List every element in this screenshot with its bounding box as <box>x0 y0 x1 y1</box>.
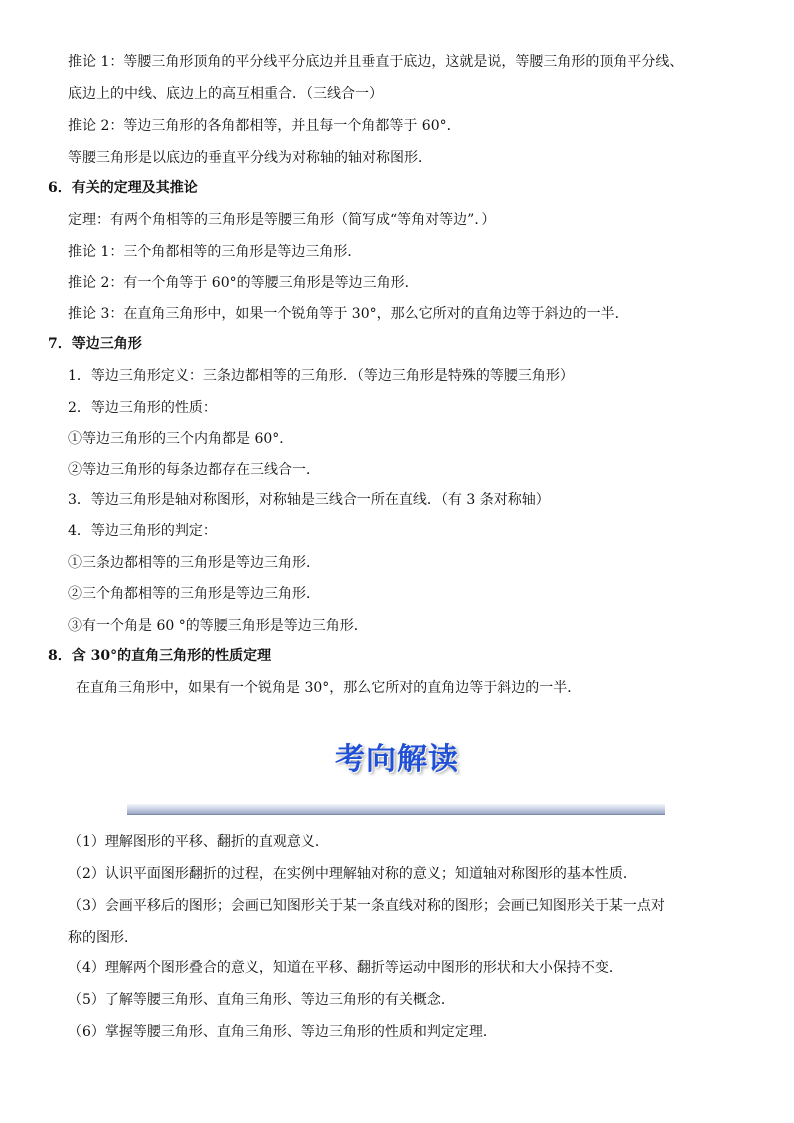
isosceles-symmetry-statement: 等腰三角形是以底边的垂直平分线为对称轴的轴对称图形． <box>68 150 432 166</box>
section-6-heading: 6．有关的定理及其推论 <box>48 180 198 196</box>
equilateral-criterion-3: ③有一个角是 60 °的等腰三角形是等边三角形． <box>68 618 368 634</box>
objective-6: （6）掌握等腰三角形、直角三角形、等边三角形的性质和判定定理． <box>68 1024 497 1040</box>
corollary-1-line-2: 底边上的中线、底边上的高互相重合．（三线合一） <box>68 86 383 102</box>
objective-3-line-1: （3）会画平移后的图形；会画已知图形关于某一条直线对称的图形；会画已知图形关于某一点对 <box>68 898 665 914</box>
section-8-heading: 8．含 30°的直角三角形的性质定理 <box>48 648 272 664</box>
equilateral-property-1: ①等边三角形的三个内角都是 60°． <box>68 431 294 447</box>
objective-2: （2）认识平面图形翻折的过程，在实例中理解轴对称的意义；知道轴对称图形的基本性质． <box>68 866 637 882</box>
objective-4: （4）理解两个图形叠合的意义，知道在平移、翻折等运动中图形的形状和大小保持不变． <box>68 960 623 976</box>
theorem-equal-angles: 定理：有两个角相等的三角形是等腰三角形（简写成“等角对等边”．） <box>68 212 496 228</box>
objective-5: （5）了解等腰三角形、直角三角形、等边三角形的有关概念． <box>68 992 455 1008</box>
equilateral-definition: 1．等边三角形定义：三条边都相等的三角形．（等边三角形是特殊的等腰三角形） <box>68 368 574 384</box>
banner-divider-bar <box>127 804 665 815</box>
equilateral-axis-symmetry: 3．等边三角形是轴对称图形，对称轴是三线合一所在直线．（有 3 条对称轴） <box>68 492 550 508</box>
equilateral-criterion-2: ②三个角都相等的三角形是等边三角形． <box>68 586 320 602</box>
corollary-1-line-1: 推论 1：等腰三角形顶角的平分线平分底边并且垂直于底边，这就是说，等腰三角形的顶角平分线、 <box>68 54 684 70</box>
section-7-heading: 7．等边三角形 <box>48 336 142 352</box>
section-6-corollary-3: 推论 3：在直角三角形中，如果一个锐角等于 30°，那么它所对的直角边等于斜边的一半． <box>68 306 629 322</box>
exam-focus-banner-title: 考向解读 <box>335 742 459 777</box>
equilateral-property-2: ②等边三角形的每条边都存在三线合一． <box>68 462 320 478</box>
section-6-corollary-2: 推论 2：有一个角等于 60°的等腰三角形是等边三角形． <box>68 275 419 291</box>
corollary-2: 推论 2：等边三角形的各角都相等，并且每一个角都等于 60°． <box>68 118 461 134</box>
objective-1: （1）理解图形的平移、翻折的直观意义． <box>68 834 329 850</box>
thirty-degree-theorem: 在直角三角形中，如果有一个锐角是 30°，那么它所对的直角边等于斜边的一半． <box>76 680 582 696</box>
equilateral-properties-title: 2．等边三角形的性质： <box>68 400 217 416</box>
equilateral-criteria-title: 4．等边三角形的判定： <box>68 523 217 539</box>
section-6-corollary-1: 推论 1：三个角都相等的三角形是等边三角形． <box>68 244 362 260</box>
objective-3-line-2: 称的图形． <box>68 930 138 946</box>
equilateral-criterion-1: ①三条边都相等的三角形是等边三角形． <box>68 555 320 571</box>
